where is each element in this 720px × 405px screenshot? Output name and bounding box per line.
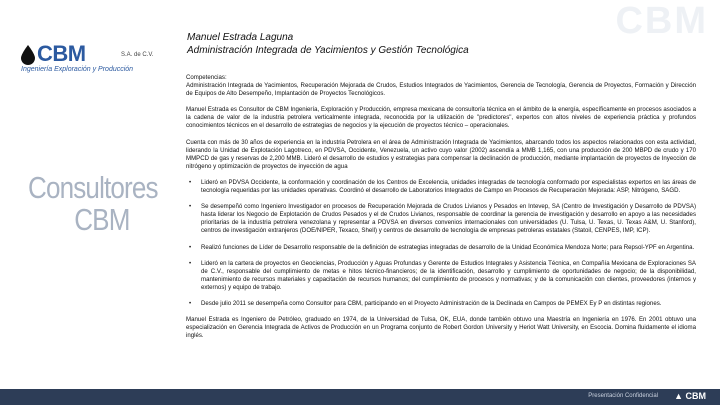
brand-wordmark	[28, 172, 182, 236]
list-item-text: Realizó funciones de Líder de Desarrollo responsable de la definición de estrategias integradas de desarrollo de la Unidad Económica Mendoza Norte; para Repsol-YPF en Argentina.	[201, 243, 695, 251]
list-item	[186, 244, 696, 252]
list-item-text: Lideró en la cartera de proyectos en Geociencias, Producción y Aguas Profundas y Gerente de Estudios Integrales y Asistencia Técnica, en Compañía Mexicana de Exploraciones SA de C.V., responsable del cumplimiento de metas e hitos técnico-financieros; de la identificación, desarrollo y cumplimiento de oportunidades de negocio; de la disponibilidad, mantenimiento de recursos materiales y capacitación de recursos humanos; del cumplimiento de procesos y normativas; y de la comunicación con clientes, proveedores (internos y externos) y equipo de trabajo.	[201, 259, 696, 291]
competencias-heading: Competencias:	[186, 74, 227, 81]
bullet-icon: •	[189, 243, 192, 251]
bio-paragraph-2: Cuenta con más de 30 años de experiencia en la industria Petrolera en el área de Administración Integrada de Yacimientos, abarcando todos los aspectos relacionados con esta actividad, liderando la Unidad de Explotación Lagotreco, en PDVSA, Occidente, Venezuela, un activo cuyo valor (2002) ascendía a MMB 1,165, con una producción de 200 MBPD de crudo y 170 MMPCD de gas y reservas de 2,200 MMB. Lideró el desarrollo de estudios y estrategias para compensar la declinación de producción, mediante implantación de proyectos de Inyección de nitrógeno y optimización de proyectos de inyección de agua	[186, 138, 696, 170]
list-item	[186, 203, 696, 235]
watermark: CBM	[615, 0, 708, 42]
bullet-icon: •	[189, 299, 192, 307]
page-title	[187, 31, 469, 57]
consultant-role: Administración Integrada de Yacimientos y Gestión Tecnológica	[187, 45, 469, 56]
bullet-icon: •	[189, 203, 192, 211]
bullet-icon: •	[189, 178, 192, 186]
left-panel	[0, 0, 175, 405]
footer-text: Presentación Confidencial	[588, 393, 658, 399]
drop-icon	[20, 44, 36, 66]
cbm-logo	[20, 40, 170, 80]
closing-paragraph: Manuel Estrada es Ingeniero de Petróleo, graduado en 1974, de la Universidad de Tulsa, OK, EUA, donde también obtuvo una Maestría en Ingeniería en 1976. En 2001 obtuvo una especialización en Gerencia Integrada de Activos de Producción en un Programa conjunto de Robert Gordon University y Heriot Watt University, en Escocia. Domina fluidamente el idioma inglés.	[186, 316, 696, 340]
footer-logo-text: CBM	[685, 391, 706, 401]
logo-name: CBM	[37, 41, 86, 66]
list-item	[186, 260, 696, 292]
list-item	[186, 179, 696, 195]
bio-paragraph-1: Manuel Estrada es Consultor de CBM Ingeniería, Exploración y Producción, empresa mexicana de consultoría técnica en el ámbito de la energía, específicamente en procesos asociados a la cadena de valor de la industria petrolera verticalmente integrada, reconocida por la utilización de "predictores", expertos con altos niveles de experiencia práctica y profundos conocimientos técnicos en el desarrollo de estrategias de negocios y la ejecución de proyectos técnico – operacionales.	[186, 106, 696, 130]
footer-logo: ▲ CBM	[674, 391, 706, 401]
logo-legal-suffix: S.A. de C.V.	[121, 52, 154, 58]
consultant-name: Manuel Estrada Laguna	[187, 32, 294, 43]
footer-bar	[0, 389, 720, 405]
brand-line-2: CBM	[74, 202, 130, 237]
list-item-text: Se desempeñó como Ingeniero Investigador en procesos de Recuperación Mejorada de Crudos Livianos y Pesados en Intevep, SA (Centro de Investigación y Desarrollo de PDVSA) hasta liderar los Negocio de Explotación de Crudos Pesados y el de Crudos Livianos, responsable de coordinar la gerencia de investigación y desarrollo en apoyo a las necesidades prioritarias de la industria petrolera venezolana y representar a PDVSA en diversos convenios internacionales con universidades (U. Tulsa, U. Texas, U. Texas A&M, U. Stanford), centros de investigación extranjeros (DOE/NIPER, Texaco, Shell) y centros de desarrollo de tecnología de empresas petroleras estatales (Statoil, CENPES, IMP, ICP).	[201, 203, 696, 235]
achievement-list	[186, 179, 696, 308]
bio-content	[186, 74, 696, 348]
list-item-text: Desde julio 2011 se desempeña como Consultor para CBM, participando en el Proyecto Administración de la Declinada en Campos de PEMEX Ey P en distintas regiones.	[201, 299, 662, 307]
list-item-text: Lideró en PDVSA Occidente, la conformación y coordinación de los Centros de Excelencia, unidades integradas de tecnología conformado por especialistas expertos en las áreas de tecnología requeridas por las unidades operativas. Coordinó el desarrollo de Laboratorios Integrados de Campo en Procesos de Recuperación Mejorada: ASP, Nitrógeno, SAGD.	[201, 178, 696, 195]
list-item	[186, 300, 696, 308]
bullet-icon: •	[189, 259, 192, 267]
brand-line-1: Consultores	[28, 170, 158, 205]
competencias-text: Administración Integrada de Yacimientos, Recuperación Mejorada de Crudos, Estudios Integrados de Yacimientos, Gerencia de Tecnología, Gerencia de Proyectos, Formación y Dirección de Equipos de Alto Desempeño, Implantación de Proyectos Tecnológicos.	[186, 82, 696, 98]
logo-tagline: Ingeniería Exploración y Producción	[21, 66, 134, 73]
